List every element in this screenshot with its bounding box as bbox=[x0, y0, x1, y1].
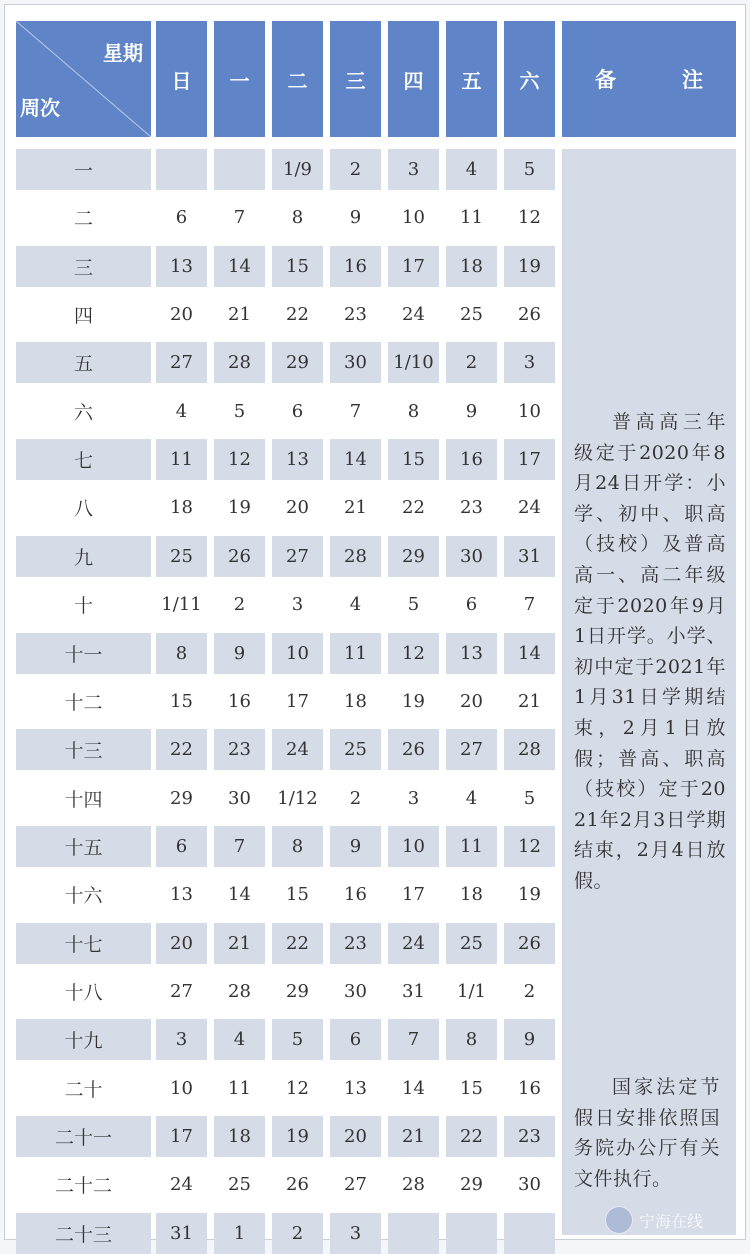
date-cell: 21 bbox=[388, 1116, 439, 1157]
site-watermark bbox=[605, 1205, 745, 1235]
date-cell: 2 bbox=[504, 971, 555, 1012]
date-cell: 24 bbox=[272, 729, 323, 770]
date-cell: 3 bbox=[388, 778, 439, 819]
header-day: 日 bbox=[156, 21, 207, 137]
date-cell: 21 bbox=[214, 294, 265, 335]
date-cell: 20 bbox=[446, 681, 497, 722]
week-number: 八 bbox=[16, 487, 151, 528]
date-cell: 13 bbox=[272, 439, 323, 480]
date-cell: 23 bbox=[504, 1116, 555, 1157]
date-cell: 5 bbox=[214, 391, 265, 432]
calendar-page bbox=[4, 4, 746, 1246]
date-cell: 14 bbox=[388, 1068, 439, 1109]
date-cell: 4 bbox=[446, 149, 497, 190]
week-number: 十一 bbox=[16, 633, 151, 674]
date-cell: 7 bbox=[504, 584, 555, 625]
date-cell: 8 bbox=[446, 1019, 497, 1060]
date-cell: 21 bbox=[330, 487, 381, 528]
date-cell: 16 bbox=[330, 246, 381, 287]
date-cell: 16 bbox=[504, 1068, 555, 1109]
date-cell: 4 bbox=[156, 391, 207, 432]
date-cell: 18 bbox=[156, 487, 207, 528]
date-cell: 1/1 bbox=[446, 971, 497, 1012]
date-cell: 12 bbox=[388, 633, 439, 674]
week-number: 三 bbox=[16, 246, 151, 287]
date-cell: 29 bbox=[272, 342, 323, 383]
date-cell: 29 bbox=[156, 778, 207, 819]
date-cell: 22 bbox=[272, 923, 323, 964]
date-cell: 6 bbox=[272, 391, 323, 432]
date-cell: 23 bbox=[330, 294, 381, 335]
date-cell: 1/10 bbox=[388, 342, 439, 383]
date-cell: 26 bbox=[388, 729, 439, 770]
date-cell: 25 bbox=[214, 1164, 265, 1205]
date-cell: 22 bbox=[156, 729, 207, 770]
date-cell: 24 bbox=[388, 294, 439, 335]
date-cell: 28 bbox=[330, 536, 381, 577]
week-number: 二十一 bbox=[16, 1116, 151, 1157]
date-cell: 6 bbox=[330, 1019, 381, 1060]
date-cell: 20 bbox=[330, 1116, 381, 1157]
week-number: 十四 bbox=[16, 778, 151, 819]
date-cell: 31 bbox=[504, 536, 555, 577]
date-cell: 14 bbox=[214, 874, 265, 915]
date-cell: 23 bbox=[330, 923, 381, 964]
date-cell: 12 bbox=[504, 197, 555, 238]
header-day: 一 bbox=[214, 21, 265, 137]
date-cell: 10 bbox=[272, 633, 323, 674]
date-cell: 26 bbox=[504, 294, 555, 335]
date-cell: 5 bbox=[272, 1019, 323, 1060]
header-corner bbox=[16, 21, 151, 137]
week-number: 十八 bbox=[16, 971, 151, 1012]
date-cell: 11 bbox=[330, 633, 381, 674]
date-cell: 11 bbox=[214, 1068, 265, 1109]
header-notes bbox=[562, 21, 736, 137]
date-cell: 18 bbox=[446, 874, 497, 915]
header-day: 三 bbox=[330, 21, 381, 137]
week-number: 二十 bbox=[16, 1068, 151, 1109]
week-number: 十七 bbox=[16, 923, 151, 964]
date-cell: 7 bbox=[214, 197, 265, 238]
date-cell: 18 bbox=[330, 681, 381, 722]
date-cell: 10 bbox=[504, 391, 555, 432]
header-day: 四 bbox=[388, 21, 439, 137]
date-cell: 30 bbox=[330, 342, 381, 383]
date-cell: 27 bbox=[272, 536, 323, 577]
date-cell: 22 bbox=[388, 487, 439, 528]
date-cell: 17 bbox=[156, 1116, 207, 1157]
date-cell: 25 bbox=[330, 729, 381, 770]
header-notes-char: 注 bbox=[682, 67, 703, 92]
date-cell: 31 bbox=[388, 971, 439, 1012]
date-cell: 6 bbox=[446, 584, 497, 625]
watermark-text: 宁海在线 bbox=[639, 1211, 704, 1231]
date-cell: 19 bbox=[388, 681, 439, 722]
date-cell: 10 bbox=[388, 826, 439, 867]
date-cell: 3 bbox=[388, 149, 439, 190]
date-cell: 21 bbox=[214, 923, 265, 964]
date-cell: 23 bbox=[214, 729, 265, 770]
date-cell: 31 bbox=[156, 1213, 207, 1254]
date-cell: 30 bbox=[446, 536, 497, 577]
week-number: 二十二 bbox=[16, 1164, 151, 1205]
date-cell: 28 bbox=[214, 971, 265, 1012]
date-cell: 2 bbox=[214, 584, 265, 625]
date-cell: 15 bbox=[388, 439, 439, 480]
date-cell: 13 bbox=[446, 633, 497, 674]
date-cell: 15 bbox=[446, 1068, 497, 1109]
week-number: 四 bbox=[16, 294, 151, 335]
week-number: 九 bbox=[16, 536, 151, 577]
date-cell: 5 bbox=[504, 778, 555, 819]
date-cell: 3 bbox=[156, 1019, 207, 1060]
date-cell bbox=[156, 149, 207, 190]
date-cell: 28 bbox=[214, 342, 265, 383]
date-cell: 22 bbox=[446, 1116, 497, 1157]
date-cell: 8 bbox=[388, 391, 439, 432]
date-cell: 25 bbox=[446, 294, 497, 335]
date-cell: 19 bbox=[272, 1116, 323, 1157]
date-cell: 21 bbox=[504, 681, 555, 722]
date-cell: 12 bbox=[272, 1068, 323, 1109]
date-cell: 5 bbox=[388, 584, 439, 625]
date-cell: 29 bbox=[446, 1164, 497, 1205]
date-cell: 13 bbox=[156, 246, 207, 287]
week-number: 十五 bbox=[16, 826, 151, 867]
week-number: 六 bbox=[16, 391, 151, 432]
date-cell: 30 bbox=[330, 971, 381, 1012]
week-number: 十 bbox=[16, 584, 151, 625]
week-number: 五 bbox=[16, 342, 151, 383]
date-cell bbox=[504, 1213, 555, 1254]
date-cell: 29 bbox=[272, 971, 323, 1012]
date-cell bbox=[388, 1213, 439, 1254]
date-cell: 30 bbox=[504, 1164, 555, 1205]
date-cell: 2 bbox=[446, 342, 497, 383]
header-day: 五 bbox=[446, 21, 497, 137]
date-cell: 16 bbox=[446, 439, 497, 480]
date-cell: 7 bbox=[330, 391, 381, 432]
date-cell: 27 bbox=[156, 342, 207, 383]
notes-column bbox=[562, 149, 736, 1235]
date-cell: 26 bbox=[272, 1164, 323, 1205]
date-cell: 12 bbox=[504, 826, 555, 867]
date-cell: 11 bbox=[446, 826, 497, 867]
date-cell: 12 bbox=[214, 439, 265, 480]
date-cell: 17 bbox=[388, 874, 439, 915]
date-cell: 2 bbox=[330, 778, 381, 819]
date-cell: 16 bbox=[330, 874, 381, 915]
date-cell: 29 bbox=[388, 536, 439, 577]
notes-paragraph-2: 国家法定节假日安排依照国务院办公厅有关文件执行。 bbox=[574, 1076, 720, 1190]
week-number: 十三 bbox=[16, 729, 151, 770]
date-cell: 27 bbox=[446, 729, 497, 770]
notes-paragraph-1: 普高高三年级定于2020年8月24日开学：小学、初中、职高（技校）及普高高一、高二年级定于2020年9月1日开学。小学、初中定于2021年1月31日学期结束，2月1日放假；普高、职高（技校）定于2021年2月3日学期结束，2月4日放假。 bbox=[574, 411, 726, 892]
date-cell: 17 bbox=[388, 246, 439, 287]
date-cell: 26 bbox=[214, 536, 265, 577]
date-cell: 13 bbox=[330, 1068, 381, 1109]
header-day: 二 bbox=[272, 21, 323, 137]
date-cell: 9 bbox=[446, 391, 497, 432]
date-cell: 5 bbox=[504, 149, 555, 190]
date-cell: 2 bbox=[272, 1213, 323, 1254]
date-cell: 4 bbox=[330, 584, 381, 625]
date-cell: 4 bbox=[214, 1019, 265, 1060]
date-cell bbox=[214, 149, 265, 190]
date-cell: 3 bbox=[272, 584, 323, 625]
week-number: 十二 bbox=[16, 681, 151, 722]
date-cell: 14 bbox=[504, 633, 555, 674]
date-cell: 9 bbox=[214, 633, 265, 674]
date-cell: 17 bbox=[272, 681, 323, 722]
date-cell: 1/11 bbox=[156, 584, 207, 625]
date-cell: 15 bbox=[156, 681, 207, 722]
date-cell: 24 bbox=[156, 1164, 207, 1205]
week-number: 二十三 bbox=[16, 1213, 151, 1254]
date-cell: 9 bbox=[330, 826, 381, 867]
header-notes-char: 备 bbox=[595, 67, 616, 92]
date-cell: 1/9 bbox=[272, 149, 323, 190]
date-cell: 13 bbox=[156, 874, 207, 915]
date-cell: 19 bbox=[504, 246, 555, 287]
date-cell: 11 bbox=[446, 197, 497, 238]
date-cell: 4 bbox=[446, 778, 497, 819]
date-cell: 6 bbox=[156, 826, 207, 867]
date-cell: 1/12 bbox=[272, 778, 323, 819]
date-cell: 24 bbox=[504, 487, 555, 528]
date-cell: 14 bbox=[214, 246, 265, 287]
date-cell bbox=[446, 1213, 497, 1254]
date-cell: 9 bbox=[330, 197, 381, 238]
date-cell: 7 bbox=[388, 1019, 439, 1060]
date-cell: 11 bbox=[156, 439, 207, 480]
date-cell: 28 bbox=[504, 729, 555, 770]
date-cell: 7 bbox=[214, 826, 265, 867]
site-logo-icon bbox=[605, 1206, 633, 1234]
date-cell: 26 bbox=[504, 923, 555, 964]
date-cell: 15 bbox=[272, 246, 323, 287]
date-cell: 18 bbox=[214, 1116, 265, 1157]
date-cell: 22 bbox=[272, 294, 323, 335]
date-cell: 8 bbox=[156, 633, 207, 674]
date-cell: 23 bbox=[446, 487, 497, 528]
week-number: 二 bbox=[16, 197, 151, 238]
date-cell: 8 bbox=[272, 826, 323, 867]
date-cell: 10 bbox=[388, 197, 439, 238]
date-cell: 1 bbox=[214, 1213, 265, 1254]
date-cell: 27 bbox=[330, 1164, 381, 1205]
date-cell: 25 bbox=[156, 536, 207, 577]
date-cell: 8 bbox=[272, 197, 323, 238]
week-number: 十九 bbox=[16, 1019, 151, 1060]
date-cell: 19 bbox=[504, 874, 555, 915]
date-cell: 15 bbox=[272, 874, 323, 915]
date-cell: 28 bbox=[388, 1164, 439, 1205]
date-cell: 16 bbox=[214, 681, 265, 722]
week-number: 十六 bbox=[16, 874, 151, 915]
date-cell: 17 bbox=[504, 439, 555, 480]
date-cell: 20 bbox=[156, 294, 207, 335]
date-cell: 3 bbox=[504, 342, 555, 383]
week-number: 一 bbox=[16, 149, 151, 190]
header-day: 六 bbox=[504, 21, 555, 137]
date-cell: 30 bbox=[214, 778, 265, 819]
date-cell: 19 bbox=[214, 487, 265, 528]
date-cell: 2 bbox=[330, 149, 381, 190]
date-cell: 14 bbox=[330, 439, 381, 480]
date-cell: 10 bbox=[156, 1068, 207, 1109]
date-cell: 25 bbox=[446, 923, 497, 964]
date-cell: 20 bbox=[272, 487, 323, 528]
date-cell: 24 bbox=[388, 923, 439, 964]
date-cell: 3 bbox=[330, 1213, 381, 1254]
date-cell: 20 bbox=[156, 923, 207, 964]
header-weekday-label: 星期 bbox=[103, 41, 143, 65]
date-cell: 18 bbox=[446, 246, 497, 287]
week-number: 七 bbox=[16, 439, 151, 480]
date-cell: 9 bbox=[504, 1019, 555, 1060]
date-cell: 27 bbox=[156, 971, 207, 1012]
header-week-label: 周次 bbox=[20, 96, 60, 120]
date-cell: 6 bbox=[156, 197, 207, 238]
